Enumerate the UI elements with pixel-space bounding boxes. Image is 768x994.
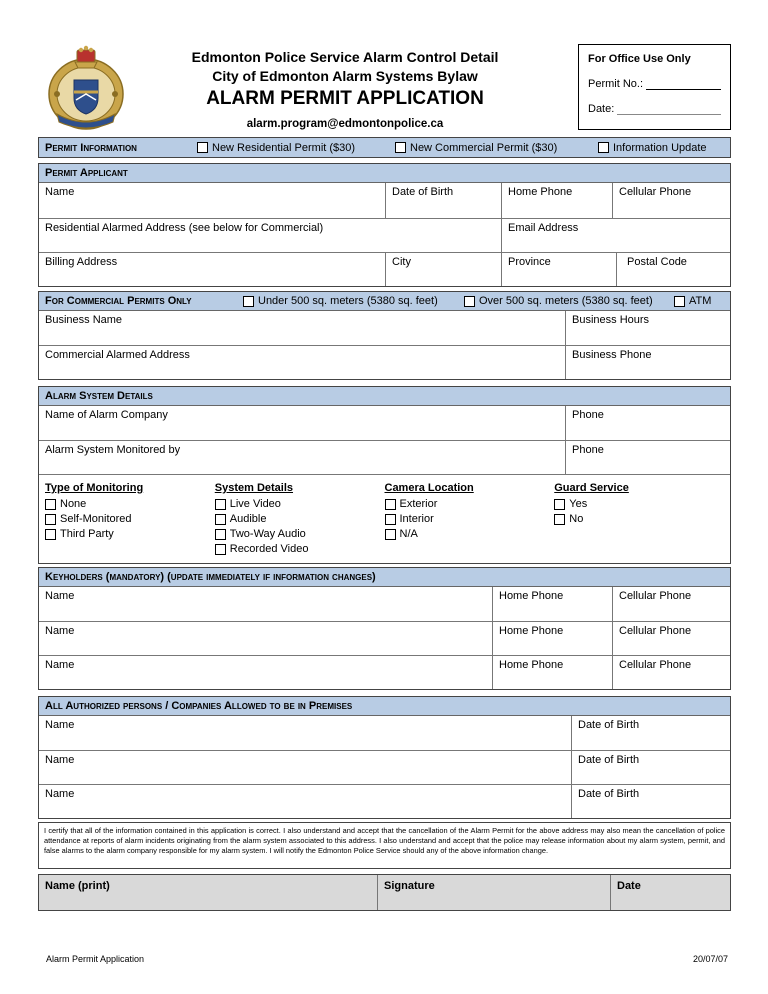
- business-phone-field[interactable]: Business Phone: [565, 346, 730, 379]
- information-update-checkbox[interactable]: [598, 142, 707, 154]
- applicant-row-2: [39, 218, 730, 252]
- authorized-name-field[interactable]: Name: [45, 788, 75, 800]
- camera-location-column: [385, 482, 555, 559]
- interior-checkbox[interactable]: [385, 512, 555, 527]
- checkbox-box[interactable]: [45, 514, 56, 525]
- checkbox-label: New Residential Permit ($30): [212, 141, 356, 154]
- over-500-checkbox[interactable]: [464, 295, 674, 307]
- monitoring-none-checkbox[interactable]: [45, 497, 215, 512]
- certification-text: I certify that all of the information contained in this application is correct. I also understand and accept that the cancellation of the Alarm Permit for the above address may also mean the cancellation of police attendance at reports of alarm incidents originating from the alarm system associated to this address. I also understand and accept that the police may release information about my alarm system, permit, and false alarms to the alarm company responsible for my alarm system. I will notify the Edmonton Police Service should any of the above information change.: [38, 822, 731, 869]
- checkbox-label: N/A: [399, 528, 418, 540]
- authorized-persons-section: [38, 696, 731, 819]
- keyholders-title: Keyholders (mandatory) (update immediately if information changes): [45, 571, 376, 583]
- checkbox-box[interactable]: [385, 514, 396, 525]
- checkbox-label: Recorded Video: [229, 543, 309, 555]
- guard-yes-checkbox[interactable]: [554, 497, 724, 512]
- residential-address-field[interactable]: Residential Alarmed Address (see below for Commercial): [45, 222, 324, 234]
- business-name-field[interactable]: Business Name: [45, 314, 123, 326]
- guard-no-checkbox[interactable]: [554, 512, 724, 527]
- office-use-title: For Office Use Only: [588, 53, 691, 65]
- province-field[interactable]: Province: [501, 253, 616, 286]
- system-details-column: [215, 482, 385, 559]
- permit-information-title: Permit Information: [45, 141, 137, 154]
- two-way-audio-checkbox[interactable]: [215, 527, 385, 542]
- alarm-row-2: [39, 440, 730, 474]
- checkbox-label: Information Update: [613, 141, 707, 154]
- checkbox-box[interactable]: [45, 529, 56, 540]
- office-date-row: [588, 103, 721, 115]
- section-bar: [39, 164, 730, 183]
- commercial-section: [38, 291, 731, 380]
- permit-information-section: [38, 137, 731, 158]
- checkbox-label: Third Party: [60, 528, 114, 540]
- monitoring-options: [39, 474, 730, 563]
- keyholder-cell-phone-field[interactable]: Cellular Phone: [612, 622, 730, 655]
- new-commercial-checkbox[interactable]: [395, 142, 598, 154]
- footer-form-name: Alarm Permit Application: [46, 954, 145, 964]
- keyholder-name-field[interactable]: Name: [45, 659, 75, 671]
- postal-code-field[interactable]: Postal Code: [616, 253, 730, 286]
- column-heading: Guard Service: [554, 482, 629, 494]
- checkbox-label: Exterior: [399, 498, 438, 510]
- permit-no-label: Permit No.:: [588, 78, 644, 90]
- permit-no-row: [588, 78, 721, 90]
- eps-crest-logo: [43, 44, 129, 132]
- checkbox-label: Interior: [399, 513, 434, 525]
- commercial-address-field[interactable]: Commercial Alarmed Address: [45, 349, 190, 361]
- office-date-field[interactable]: [617, 105, 721, 115]
- checkbox-box[interactable]: [674, 296, 685, 307]
- alarm-company-phone-field[interactable]: Phone: [565, 406, 730, 440]
- guard-service-column: [554, 482, 724, 559]
- checkbox-label: ATM: [689, 295, 712, 307]
- monitored-by-phone-field[interactable]: Phone: [565, 441, 730, 474]
- signature-date-field[interactable]: Date: [610, 875, 730, 910]
- keyholder-cell-phone-field[interactable]: Cellular Phone: [612, 656, 730, 689]
- checkbox-box[interactable]: [464, 296, 475, 307]
- checkbox-box[interactable]: [197, 142, 208, 153]
- table-row: [39, 750, 730, 784]
- checkbox-label: None: [60, 498, 87, 510]
- office-date-label: Date:: [588, 103, 615, 115]
- live-video-checkbox[interactable]: [215, 497, 385, 512]
- checkbox-label: Audible: [229, 513, 267, 525]
- contact-email: alarm.program@edmontonpolice.ca: [246, 118, 444, 130]
- applicant-dob-field[interactable]: Date of Birth: [385, 183, 501, 218]
- third-party-checkbox[interactable]: [45, 527, 215, 542]
- camera-na-checkbox[interactable]: [385, 527, 555, 542]
- keyholder-name-field[interactable]: Name: [45, 590, 75, 602]
- column-heading: Camera Location: [384, 482, 474, 494]
- keyholder-cell-phone-field[interactable]: Cellular Phone: [612, 587, 730, 621]
- monitored-by-field[interactable]: Alarm System Monitored by: [45, 444, 181, 456]
- form-header: [160, 48, 530, 132]
- keyholders-section: [38, 567, 731, 690]
- header-line-1: Edmonton Police Service Alarm Control Detail: [191, 49, 499, 65]
- keyholder-home-phone-field[interactable]: Home Phone: [492, 656, 612, 689]
- checkbox-label: New Commercial Permit ($30): [410, 141, 558, 154]
- checkbox-box[interactable]: [215, 544, 226, 555]
- checkbox-box[interactable]: [45, 499, 56, 510]
- checkbox-box[interactable]: [385, 529, 396, 540]
- applicant-row-1: [39, 183, 730, 218]
- authorized-persons-title: All Authorized persons / Companies Allowed to be in Premises: [45, 700, 353, 712]
- checkbox-label: Self-Monitored: [60, 513, 132, 525]
- office-use-box: [578, 44, 731, 130]
- permit-applicant-title: Permit Applicant: [45, 167, 128, 179]
- checkbox-label: Under 500 sq. meters (5380 sq. feet): [258, 295, 438, 307]
- atm-checkbox[interactable]: [674, 295, 711, 307]
- name-print-field[interactable]: Name (print): [45, 880, 110, 892]
- permit-information-bar: [39, 138, 730, 157]
- table-row: [39, 655, 730, 689]
- section-bar: [39, 387, 730, 406]
- signature-row: [38, 874, 731, 911]
- checkbox-label: No: [569, 513, 584, 525]
- self-monitored-checkbox[interactable]: [45, 512, 215, 527]
- applicant-cell-phone-field[interactable]: Cellular Phone: [612, 183, 730, 218]
- audible-checkbox[interactable]: [215, 512, 385, 527]
- commercial-row-2: [39, 345, 730, 379]
- keyholder-home-phone-field[interactable]: Home Phone: [492, 587, 612, 621]
- checkbox-box[interactable]: [385, 499, 396, 510]
- alarm-system-section: [38, 386, 731, 564]
- table-row: [39, 716, 730, 750]
- checkbox-label: Two-Way Audio: [229, 528, 306, 540]
- checkbox-box[interactable]: [215, 529, 226, 540]
- header-line-2: City of Edmonton Alarm Systems Bylaw: [212, 68, 478, 84]
- keyholder-home-phone-field[interactable]: Home Phone: [492, 622, 612, 655]
- authorized-name-field[interactable]: Name: [45, 719, 75, 731]
- checkbox-box[interactable]: [215, 499, 226, 510]
- column-heading: Type of Monitoring: [45, 482, 144, 494]
- applicant-name-field[interactable]: Name: [45, 186, 75, 198]
- keyholder-name-field[interactable]: Name: [45, 625, 75, 637]
- business-hours-field[interactable]: Business Hours: [565, 311, 730, 345]
- alarm-company-field[interactable]: Name of Alarm Company: [45, 409, 168, 421]
- section-bar: [39, 292, 730, 311]
- applicant-email-field[interactable]: Email Address: [501, 219, 730, 252]
- table-row: [39, 587, 730, 621]
- checkbox-box[interactable]: [243, 296, 254, 307]
- billing-address-field[interactable]: Billing Address: [45, 256, 118, 268]
- column-heading: System Details: [214, 482, 294, 494]
- permit-no-field[interactable]: [646, 80, 721, 90]
- section-bar: [39, 697, 730, 716]
- alarm-system-title: Alarm System Details: [45, 390, 153, 402]
- city-field[interactable]: City: [385, 253, 501, 286]
- checkbox-box[interactable]: [598, 142, 609, 153]
- type-of-monitoring-column: [45, 482, 215, 559]
- under-500-checkbox[interactable]: [243, 295, 464, 307]
- checkbox-box[interactable]: [554, 499, 565, 510]
- checkbox-label: Yes: [569, 498, 588, 510]
- applicant-home-phone-field[interactable]: Home Phone: [501, 183, 612, 218]
- authorized-dob-field[interactable]: Date of Birth: [571, 716, 730, 750]
- table-row: [39, 784, 730, 818]
- commercial-title: For Commercial Permits Only: [45, 295, 192, 307]
- checkbox-label: Over 500 sq. meters (5380 sq. feet): [479, 295, 653, 307]
- signature-field[interactable]: Signature: [377, 875, 610, 910]
- commercial-row-1: [39, 311, 730, 345]
- checkbox-box[interactable]: [554, 514, 565, 525]
- footer-date: 20/07/07: [692, 954, 728, 964]
- page-title: ALARM PERMIT APPLICATION: [206, 88, 484, 109]
- checkbox-box[interactable]: [215, 514, 226, 525]
- checkbox-box[interactable]: [395, 142, 406, 153]
- authorized-name-field[interactable]: Name: [45, 754, 75, 766]
- alarm-row-1: [39, 406, 730, 440]
- exterior-checkbox[interactable]: [385, 497, 555, 512]
- permit-applicant-section: [38, 163, 731, 287]
- section-bar: [39, 568, 730, 587]
- applicant-row-3: [39, 252, 730, 286]
- authorized-dob-field[interactable]: Date of Birth: [571, 785, 730, 818]
- checkbox-label: Live Video: [229, 498, 281, 510]
- new-residential-checkbox[interactable]: [197, 142, 395, 154]
- recorded-video-checkbox[interactable]: [215, 542, 385, 557]
- authorized-dob-field[interactable]: Date of Birth: [571, 751, 730, 784]
- table-row: [39, 621, 730, 655]
